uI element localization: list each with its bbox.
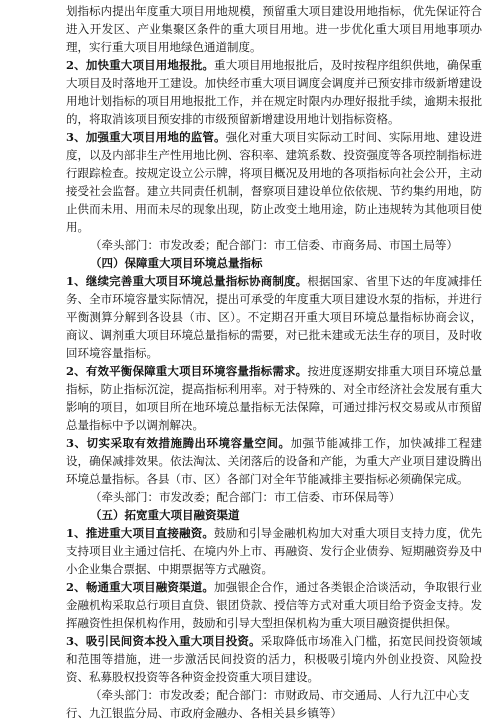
item-3-paragraph xyxy=(66,128,482,236)
s4-item-1-body: 根据国家、省里下达的年度减排任务、全市环境容量实际情况，提出可承受的年度重大项目建设水泵的指标，并进行平衡测算分解到各设县（市、区）。不定期召开重大项目环境总量指标协商会议，商议、调剂重大项目环境总量指标的需要，对已批未建或无法生存的项目，及时收回环境容量指标。 xyxy=(66,274,483,360)
item-2-paragraph xyxy=(66,56,482,128)
s5-item-1-lead: 1、推进重大项目直接融资。 xyxy=(66,526,215,540)
s5-item-1-paragraph xyxy=(66,524,482,578)
s5-item-1-body: 鼓励和引导金融机构加大对重大项目支持力度，优先支持项目业主通过信托、在境内外上市、再融资、发行企业债券、短期融资券及中小企业集合票据、中期票据等方式融资。 xyxy=(66,526,482,576)
intro-text: 划指标内提出年度重大项目用地规模，预留重大项目建设用地指标，优先保证符合进入开发区、产业集聚区条件的重大项目用地。进一步优化重大项目用地事项办理，实行重大项目用地绿色通道制度。 xyxy=(66,4,482,54)
note-1: （牵头部门：市发改委；配合部门：市工信委、市商务局、市国土局等） xyxy=(90,238,458,252)
s4-item-3-lead: 3、切实采取有效措施腾出环境容量空间。 xyxy=(66,436,291,450)
s4-item-1-paragraph xyxy=(66,272,482,362)
s4-item-1-lead: 1、继续完善重大项目环境总量指标协商制度。 xyxy=(66,274,308,288)
note-3 xyxy=(66,686,482,722)
s4-item-2-lead: 2、有效平衡保障重大项目环境容量指标需求。 xyxy=(66,364,308,378)
note-3-text: （牵头部门：市发改委；配合部门：市财政局、市交通局、人行九江中心支行、 xyxy=(66,688,470,720)
note-2: （牵头部门：市发改委；配合部门：市工信委、市环保局等） xyxy=(90,490,401,504)
s5-item-2-body: 加强银企合作，通过各类银企洽谈活动，争取银行业金融机构采取总行项目直贷、银团贷款、授信等方式对重大项目给予资金支持。发挥融资性担保机构作用，鼓励和引导大型担保机构为重大项目融资提供担保。 xyxy=(66,580,482,630)
item-3-body: 强化对重大项目实际动工时间、实际用地、建设进度，以及内部非生产性用地比例、容积率、建筑系数、投资强度等各项控制指标进行跟踪检查。按规定设立公示牌，将项目概况及用地的各项指标向社会公开，主动接受社会监督。建立共同责任机制，督察项目建设单位依依规、节约集约用地，防止供而未用、用而未尽的现象出现，防止改变土地用途，防止违规转为其他项目使用。 xyxy=(66,130,482,234)
s4-item-2-paragraph xyxy=(66,362,482,434)
s4-item-3-body: 加强节能减排工作，加快减排工程建设，确保减排效果。依法淘汰、关闭落后的设备和产能，为重大产业项目建设腾出环境总量指标。各县（市、区）各部门对全年节能减排主要指标必须确保完成。 xyxy=(66,436,482,486)
intro-paragraph xyxy=(66,2,482,56)
s4-item-2-body: 按进度逐期安排重大项目环境总量指标，防止指标沉淀，提高指标利用率。对于特殊的、对全市经济社会发展有重大影响的项目，如项目所在地环境总量指标无法保障，可通过排污权交易或从市预留总量指标中予以调剂解决。 xyxy=(66,364,483,432)
item-3-lead: 3、加强重大项目用地的监管。 xyxy=(66,130,226,144)
section-5-heading: （五）拓宽重大项目融资渠道 xyxy=(90,508,240,522)
s4-item-3-paragraph xyxy=(66,434,482,488)
s5-item-2-lead: 2、畅通重大项目融资渠道。 xyxy=(66,580,215,594)
s5-item-3-body: 采取降低市场准入门槛，拓宽民间投资领域和范围等措施，进一步激活民间投资的活力，积极吸引境内外创业投资、风险投资、私募股权投资等各种资金投资重大项目建设。 xyxy=(66,634,482,684)
note-3-tail: 九江银监分局、市政府金融办、各相关县乡镇等） xyxy=(89,706,342,720)
item-2-body: 重大项目用地报批后，及时按程序组织供地，确保重大项目及时落地开工建设。加快经市重大项目调度会调度并已预安排市级新增建设用地计划指标的项目用地报批工作，并在规定时限内办理好报批手续，逾期未报批的，将取消该项目预安排的市级预留新增建设用地计划指标资格。 xyxy=(66,58,482,126)
s5-item-3-lead: 3、吸引民间资本投入重大项目投资。 xyxy=(66,634,261,648)
s5-item-3-paragraph xyxy=(66,632,482,686)
s5-item-2-paragraph xyxy=(66,578,482,632)
item-2-lead: 2、加快重大项目用地报批。 xyxy=(66,58,215,72)
section-4-heading: （四）保障重大项目环境总量指标 xyxy=(90,256,263,270)
